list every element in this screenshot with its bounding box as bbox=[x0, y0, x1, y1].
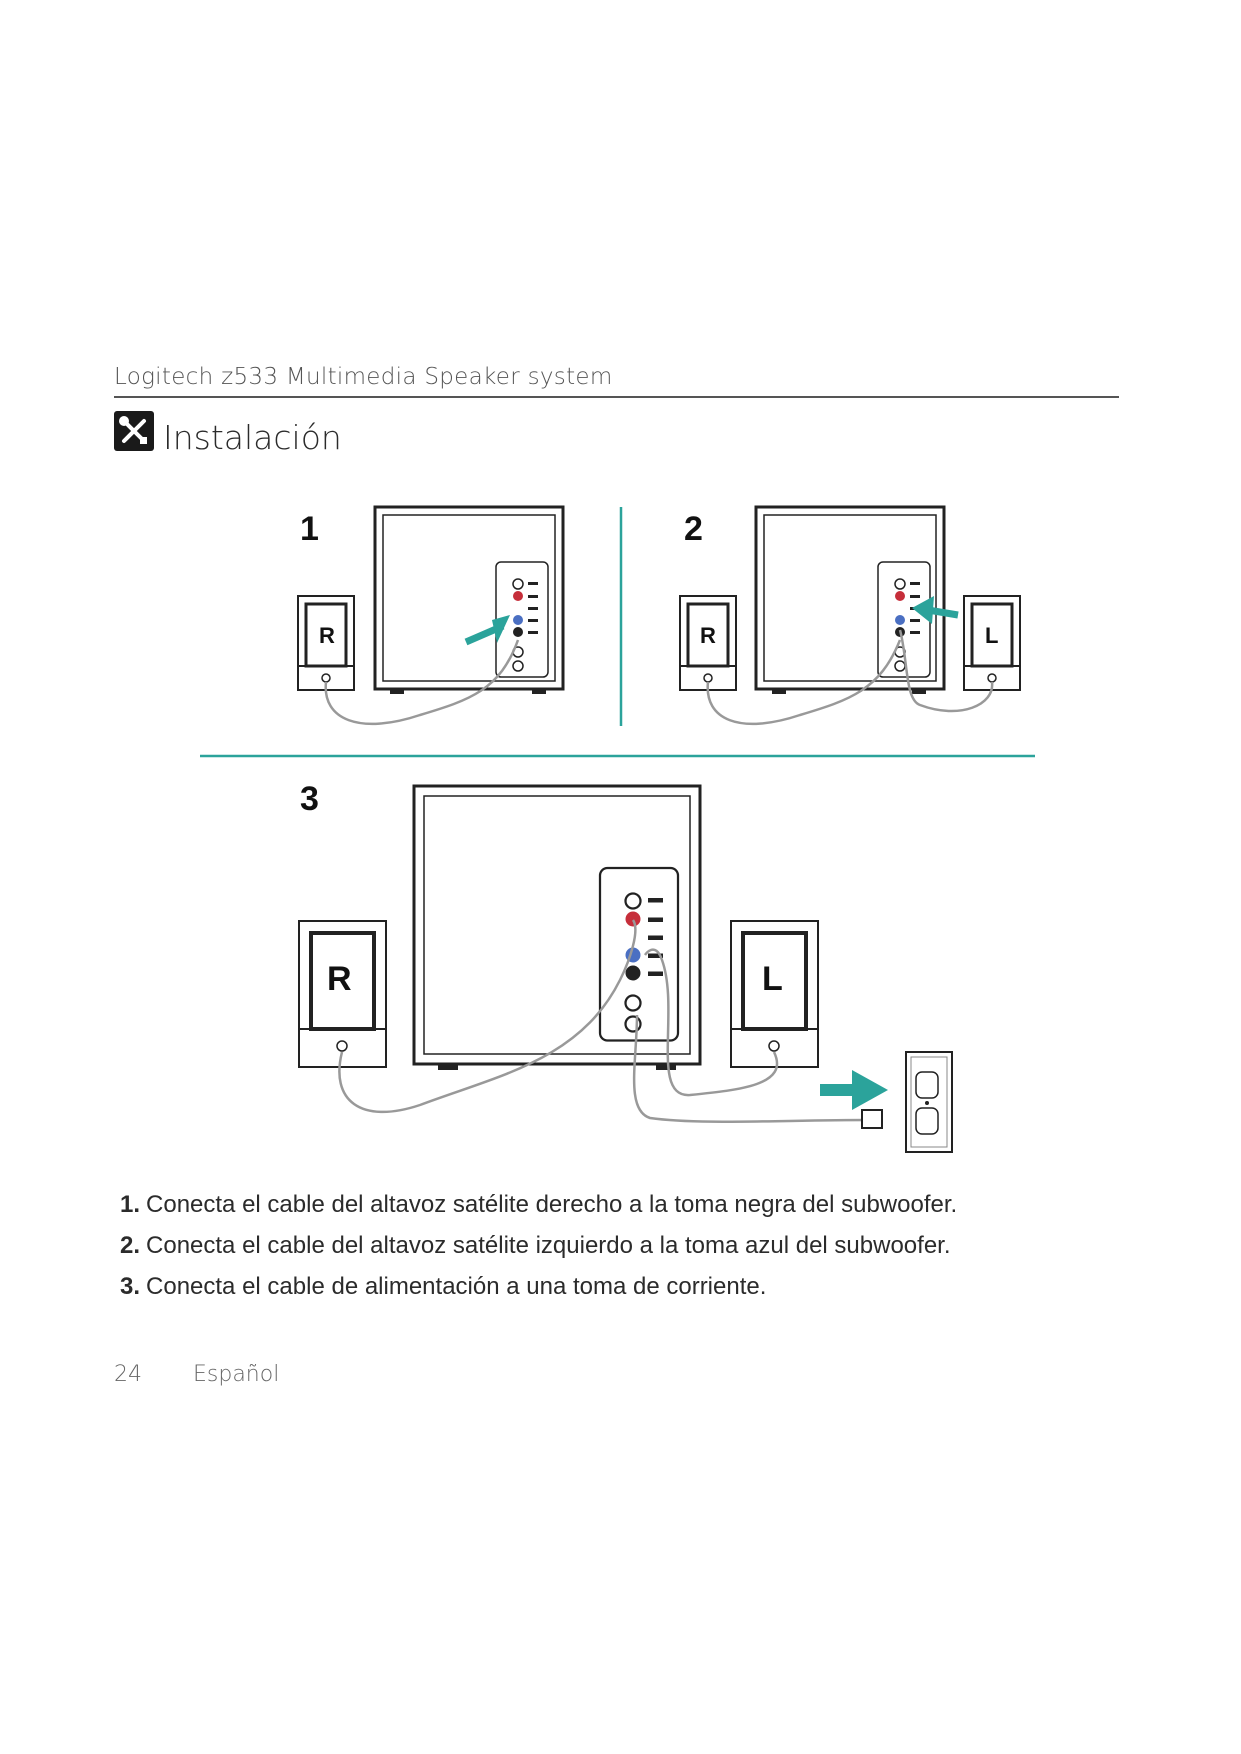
list-item bbox=[120, 1272, 1120, 1302]
speaker-label-r: R bbox=[327, 960, 352, 998]
speaker-label-l: L bbox=[762, 960, 783, 998]
step-number-1: 1 bbox=[300, 510, 319, 548]
section-title: Instalación bbox=[163, 418, 342, 457]
step-number-2: 2 bbox=[684, 510, 703, 548]
footer-language: Español bbox=[193, 1362, 280, 1387]
page-footer bbox=[114, 1362, 279, 1387]
instruction-list bbox=[120, 1190, 1120, 1313]
document-header: Logitech z533 Multimedia Speaker system bbox=[114, 364, 613, 390]
list-item bbox=[120, 1231, 1120, 1261]
step-number: 1. bbox=[120, 1191, 141, 1218]
step-number-3: 3 bbox=[300, 780, 319, 818]
step-1-diagram bbox=[298, 507, 563, 724]
speaker-label-r: R bbox=[700, 623, 716, 648]
step-text: Conecta el cable de alimentación a una toma de corriente. bbox=[146, 1273, 767, 1300]
step-number: 2. bbox=[120, 1232, 141, 1259]
speaker-label-r: R bbox=[319, 623, 335, 648]
step-text: Conecta el cable del altavoz satélite izquierdo a la toma azul del subwoofer. bbox=[146, 1232, 951, 1259]
step-text: Conecta el cable del altavoz satélite derecho a la toma negra del subwoofer. bbox=[146, 1191, 958, 1218]
step-2-diagram bbox=[680, 507, 1020, 724]
step-number: 3. bbox=[120, 1273, 141, 1300]
page-number: 24 bbox=[114, 1362, 142, 1387]
step-3-diagram bbox=[299, 780, 952, 1152]
list-item bbox=[120, 1190, 1120, 1220]
speaker-label-l: L bbox=[985, 623, 999, 648]
